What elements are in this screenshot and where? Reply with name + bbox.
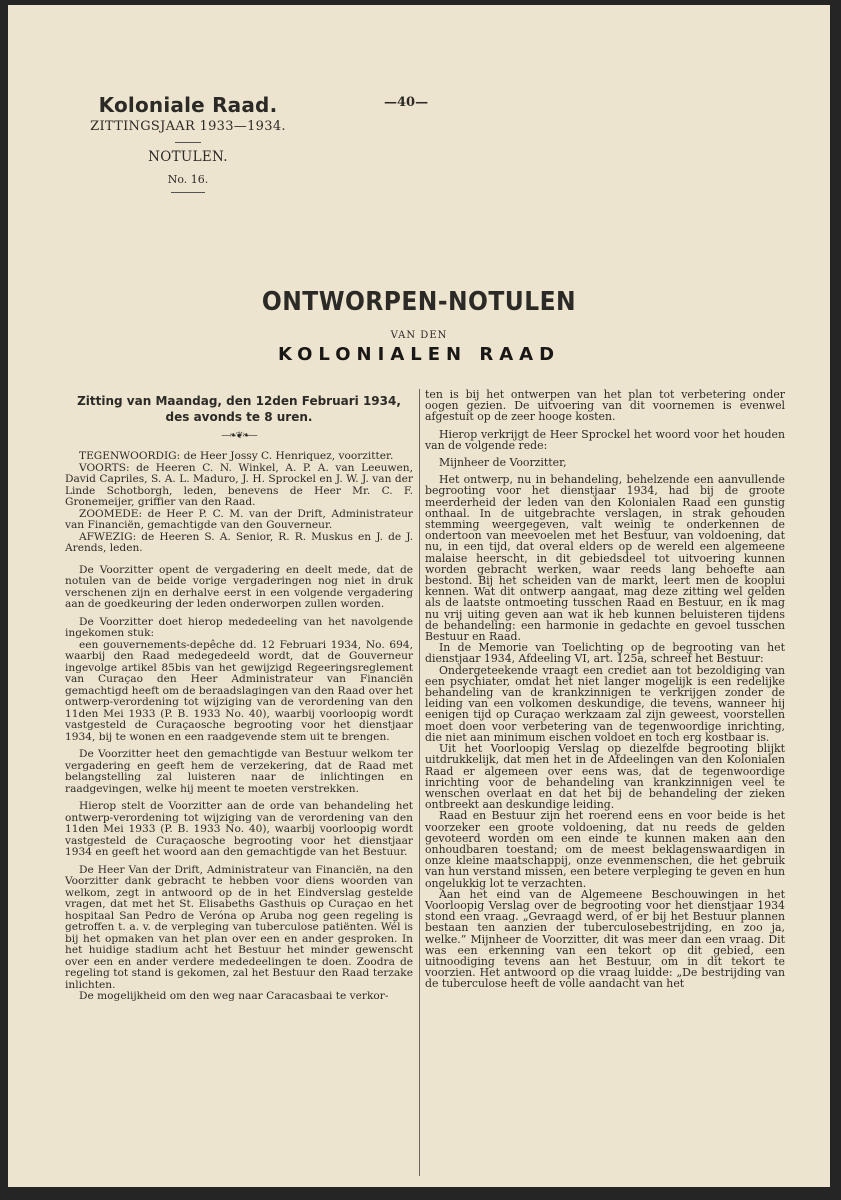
paragraph: Raad en Bestuur zijn het roerend eens en voor beide is het voorzeker een groote voldoening, dat nu reeds de gelden gevoteerd worden om een einde te kunnen maken aan den onhoudbaren toestand; om de meest beklagenswaardigen in onze kleine maatschappij, onze evenmenschen, die het gebruik van hun verstand missen, een betere verpleging te geven en hun ongelukkig lot te verzachten. (425, 809, 785, 890)
council-name: Koloniale Raad. (98, 93, 278, 117)
page-number: —40— (384, 95, 429, 110)
title-council: KOLONIALEN RAAD (277, 344, 561, 365)
masthead (68, 93, 308, 193)
column-divider (419, 389, 420, 1176)
salutation: Mijnheer de Voorzitter, (439, 456, 567, 470)
ornament: —❧❦❧— (221, 431, 257, 441)
paragraph: Aan het eind van de Algemeene Beschouwingen in het Voorloopig Verslag over de begrooting voor het dienstjaar 1934 stond een vraag. „Gevraagd werd, of er bij het Bestuur plannen bestaan ten aanzien der tuberculosebestrijding, en zoo ja, welke.” Mijnheer de Voorzitter, dit was meer dan een vraag. Dit was een erkenning van een tekort op dit gebied, een uitnoodiging tevens aan het Bestuur, om in dit tekort te voorzien. Het antwoord op die vraag luidde: „De bestrijding van de tuberculose heeft de volle aandacht van het (425, 887, 785, 991)
attendance (65, 451, 413, 555)
paragraph: De Voorzitter doet hierop mededeeling van het navolgende ingekomen stuk: (65, 615, 413, 639)
sitting-line-2: des avonds te 8 uren. (165, 410, 313, 424)
document-title: ONTWORPEN-NOTULEN (261, 287, 577, 317)
paragraph: TEGENWOORDIG: de Heer Jossy C. Henriquez, voorzitter. (79, 450, 394, 462)
minutes-label: NOTULEN. (148, 149, 228, 165)
right-column (425, 389, 785, 990)
sitting-line-1: Zitting van Maandag, den 12den Februari 1934, (77, 394, 401, 408)
left-column (65, 393, 413, 1009)
paragraph: De Voorzitter heet den gemachtigde van Bestuur welkom ter vergadering en geeft hem de verzekering, dat de Raad met belangstelling zal luisteren naar de inlichtingen en raadgevingen, welke hij meent te moeten verstrekken. (65, 748, 413, 795)
paragraph: Ondergeteekende vraagt een crediet aan tot bezoldiging van een psychiater, omdat het niet langer mogelijk is een redelijke behandeling van de krankzinnigen te verkrijgen zonder de leiding van een volkomen deskundige, die tevens, wanneer hij eenigen tijd op Curaçao werkzaam zal zijn geweest, voorstellen moet doen voor verbetering van de tegenwoordige inrichting, die niet aan minimum eischen voldoet en toch erg kostbaar is. (425, 663, 785, 744)
paragraph: ZOOMEDE: de Heer P. C. M. van der Drift, Administrateur van Financiën, gemachtigde van den Gouverneur. (65, 507, 413, 531)
paragraph: VOORTS: de Heeren C. N. Winkel, A. P. A. van Leeuwen, David Capriles, S. A. L. Maduro, J. H. Sprockel en J. W. J. van der Linde Schotborgh, leden, benevens de Heer Mr. C. F. Gronemeijer, griffier van den Raad. (65, 461, 413, 508)
session-year: ZITTINGSJAAR 1933—1934. (90, 119, 286, 134)
paragraph: Hierop stelt de Voorzitter aan de orde van behandeling het ontwerp-verordening tot wijziging van de verordening van den 11den Mei 1933 (P. B. 1933 No. 40), waarbij voorloopig wordt vastgesteld de Curaçaosche begrooting voor het dienstjaar 1934 en geeft het woord aan den gemachtigde van het Bestuur. (65, 800, 413, 858)
divider (171, 192, 205, 193)
paragraph: De Heer Van der Drift, Administrateur van Financiën, na den Voorzitter dank gebracht te hebben voor diens woorden van welkom, zegt in antwoord op de in het Eindverslag gestelde vragen, dat met het St. Elisabeths Gasthuis op Curaçao en het hospitaal San Pedro de Veróna op Aruba nog geen regeling is getroffen t. a. v. de verpleging van tuberculose patiënten. Wél is bij het opmaken van het plan over een en ander gesproken. In het huidige stadium acht het Bestuur het minder gewenscht over een en ander verdere mededeelingen te doen. Zoodra de regeling tot stand is gekomen, zal het Bestuur den Raad terzake inlichten. (65, 863, 413, 991)
paragraph: De mogelijkheid om den weg naar Caracasbaai te verkor- (79, 990, 389, 1002)
document-page (8, 5, 830, 1187)
issue-number: No. 16. (167, 173, 209, 186)
paragraph: Uit het Voorloopig Verslag op diezelfde begrooting blijkt uitdrukkelijk, dat men het in de Afdeelingen van den Kolonialen Raad er algemeen over eens was, dat de tegenwoordige inrichting voor de behandeling van krankzinnigen veel te wenschen overlaat en dat het bij de behandeling der zieken ontbreekt aan deskundige leiding. (425, 742, 785, 812)
sitting-heading (65, 393, 413, 425)
paragraph: Het ontwerp, nu in behandeling, behelzende een aanvullende begrooting voor het dienstjaar 1934, had bij de groote meerderheid der leden van den Kolonialen Raad een gunstig onthaal. In de uitgebrachte verslagen, in strak gehouden stemming weergegeven, valt weinig te onderkennen de ondertoon van meevoelen met het Bestuur, van voldoening, dat nu, in een tijd, dat overal elders op de wereld een algemeene malaise heerscht, in dit gebiedsdeel tot uitvoering kunnen worden gebracht werken, waar reeds lang behoefte aan bestond. Bij het scheiden van de markt, leert men de kooplui kennen. Wat dit ontwerp aangaat, mag deze zitting wel gelden als de laatste ontmoeting tusschen Raad en Bestuur, en ik mag nu vrij uiting geven aan wat ik heb kunnen beluisteren tijdens de behandeling: een harmonie in gedachte en gevoel tusschen Bestuur en Raad. (425, 473, 785, 644)
paragraph: een gouvernements-depêche dd. 12 Februari 1934, No. 694, waarbij den Raad medegedeeld wordt, dat de Gouverneur ingevolge artikel 85bis van het gewijzigd Regeeringsreglement van Curaçao den Heer Administrateur van Financiën gemachtigd heeft om de beraadslagingen van den Raad over het ontwerp-verordening tot wijziging van de verordening van den 11den Mei 1933 (P. B. 1933 No. 40), waarbij voorloopig wordt vastgesteld de Curaçaosche begrooting voor het dienstjaar 1934, bij te wonen en een raadgevende stem uit te brengen. (65, 638, 413, 743)
paragraph: De Voorzitter opent de vergadering en deelt mede, dat de notulen van de beide vorige vergaderingen nog niet in druk verschenen zijn en derhalve eerst in een volgende vergadering aan de goedkeuring der leden onderworpen zullen worden. (65, 563, 413, 610)
title-van-den: VAN DEN (390, 330, 448, 341)
paragraph: ten is bij het ontwerpen van het plan tot verbetering onder oogen gezien. De uitvoering van dit voornemen is evenwel afgestuit op de zeer hooge kosten. (425, 388, 785, 424)
paragraph: AFWEZIG: de Heeren S. A. Senior, R. R. Muskus en J. de J. Arends, leden. (65, 530, 413, 554)
paragraph: Hierop verkrijgt de Heer Sprockel het woord voor het houden van de volgende rede: (425, 427, 785, 452)
paragraph: In de Memorie van Toelichting op de begrooting van het dienstjaar 1934, Afdeeling VI, art. 125a, schreef het Bestuur: (425, 641, 785, 666)
divider (175, 142, 201, 143)
